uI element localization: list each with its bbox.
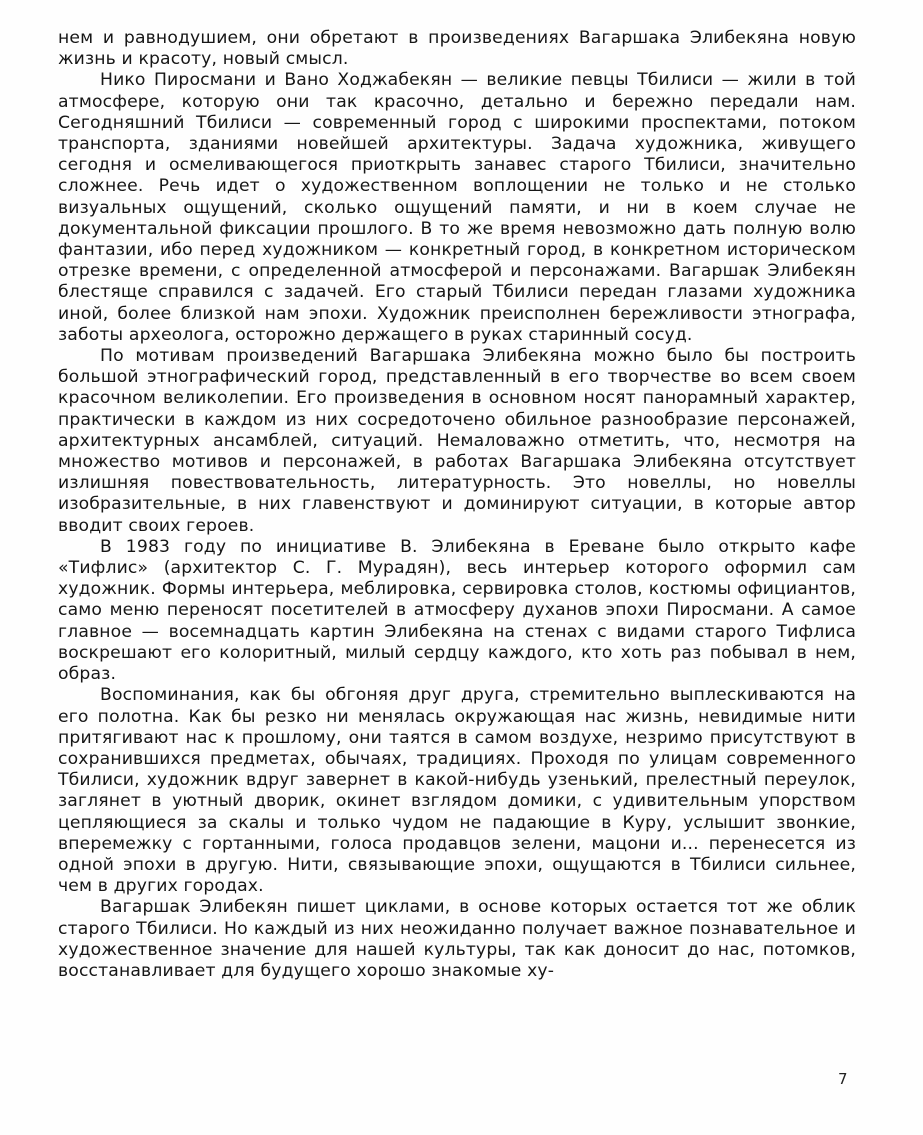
paragraph-continuation: нем и равнодушием, они обретают в произведениях Вагаршака Элибекяна новую жизнь и красоту, новый смысл. <box>58 28 856 70</box>
paragraph-memories: Воспоминания, как бы обгоняя друг друга, стремительно выплескиваются на его полотна. Как бы резко ни менялась окружающая нас жизнь, невидимые нити притягивают нас к прошлому, они таятся в самом воздухе, незримо присутствуют в сохранившихся предметах, обычаях, традициях. Проходя по улицам современного Тбилиси, художник вдруг завернет в какой-нибудь узенький, прелестный переулок, заглянет в уютный дворик, окинет взглядом домики, с удивительным упорством цепляющиеся за скалы и только чудом не падающие в Куру, услышит звонкие, вперемежку с гортанными, голоса продавцов зелени, мацони и... перенесется из одной эпохи в другую. Нити, связывающие эпохи, ощущаются в Тбилиси сильнее, чем в других городах. <box>58 685 856 897</box>
body-text <box>58 28 856 982</box>
paragraph-cafe-tiflis: В 1983 году по инициативе В. Элибекяна в Ереване было открыто кафе «Тифлис» (архитектор С. Г. Мурадян), весь интерьер которого оформил сам художник. Формы интерьера, меблировка, сервировка столов, костюмы официантов, само меню переносят посетителей в атмосферу духанов эпохи Пиросмани. А самое главное — восемнадцать картин Элибекяна на стенах с видами старого Тифлиса воскрешают его колоритный, милый сердцу каждого, кто хоть раз побывал в нем, образ. <box>58 536 856 685</box>
paragraph-cycles: Вагаршак Элибекян пишет циклами, в основе которых остается тот же облик старого Тбилиси. Но каждый из них неожиданно получает важное познавательное и художественное значение для нашей культуры, так как доносит до нас, потомков, восстанавливает для будущего хорошо знакомые ху- <box>58 897 856 981</box>
paragraph-pirosmani: Нико Пиросмани и Вано Ходжабекян — великие певцы Тбилиси — жили в той атмосфере, которую они так красочно, детально и бережно передали нам. Сегодняшний Тбилиси — современный город с широкими проспектами, потоком транспорта, зданиями новейшей архитектуры. Задача художника, живущего сегодня и осмеливающегося приоткрыть занавес старого Тбилиси, значительно сложнее. Речь идет о художественном воплощении не только и не столько визуальных ощущений, сколько ощущений памяти, и ни в коем случае не документальной фиксации прошлого. В то же время невозможно дать полную волю фантазии, ибо перед художником — конкретный город, в конкретном историческом отрезке времени, с определенной атмосферой и персонажами. Вагаршак Элибекян блестяще справился с задачей. Его старый Тбилиси передан глазами художника иной, более близкой нам эпохи. Художник преисполнен бережливости этнографа, заботы археолога, осторожно держащего в руках старинный сосуд. <box>58 70 856 345</box>
page-number: 7 <box>838 1070 848 1088</box>
paragraph-ethnographic-city: По мотивам произведений Вагаршака Элибекяна можно было бы построить большой этнографический город, представленный в его творчестве во всем своем красочном великолепии. Его произведения в основном носят панорамный характер, практически в каждом из них сосредоточено обильное разнообразие персонажей, архитектурных ансамблей, ситуаций. Немаловажно отметить, что, несмотря на множество мотивов и персонажей, в работах Вагаршака Элибекяна отсутствует излишняя повествовательность, литературность. Это новеллы, но новеллы изобразительные, в них главенствуют и доминируют ситуации, в которые автор вводит своих героев. <box>58 346 856 536</box>
